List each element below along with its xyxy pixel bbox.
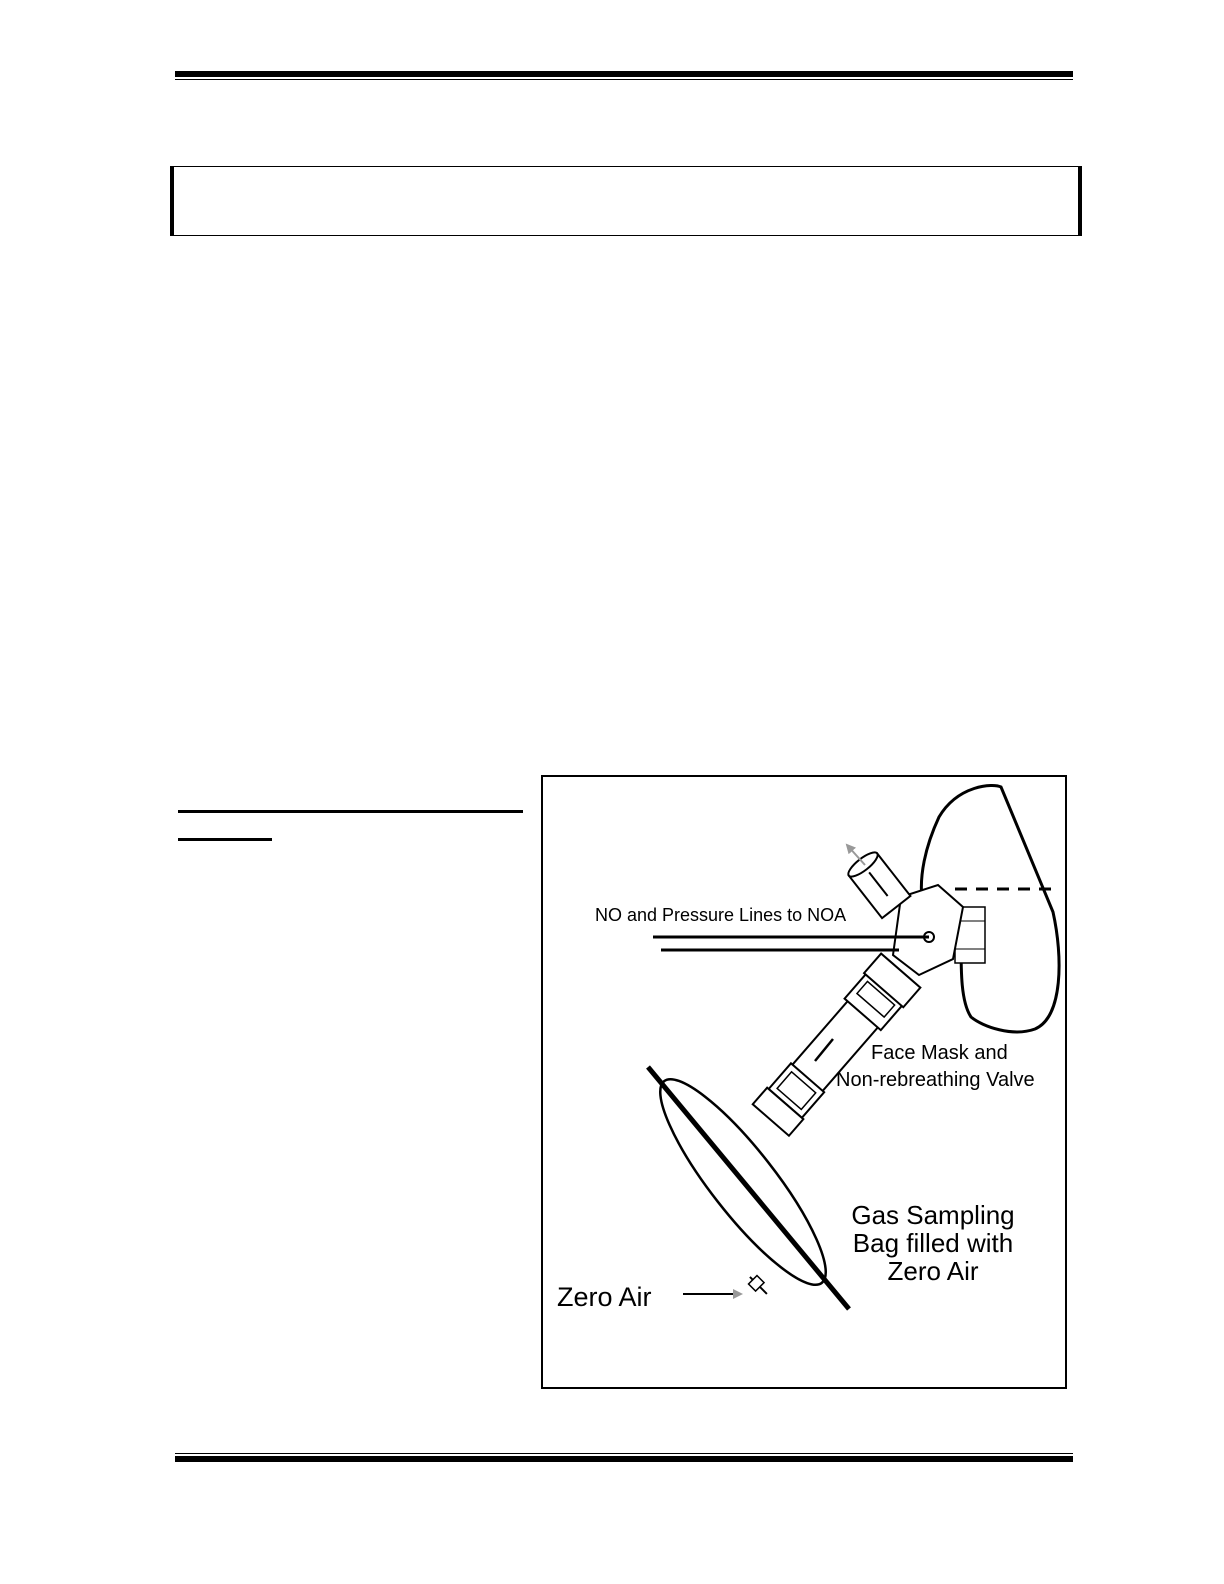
section-heading-underline (178, 838, 272, 841)
label-bag-line2: Bag filled with (852, 1228, 1014, 1258)
footer-rule (175, 1453, 1073, 1462)
label-bag-line3: Zero Air (887, 1256, 979, 1286)
label-face-mask-line2: Non-rebreathing Valve (836, 1069, 1035, 1091)
label-gas-sampling-bag (833, 1201, 1033, 1285)
label-no-pressure-lines: NO and Pressure Lines to NOA (595, 905, 847, 925)
apparatus-figure (541, 775, 1067, 1389)
title-box (170, 166, 1082, 236)
bag-centerline (648, 1067, 849, 1309)
label-bag-line1: Gas Sampling (851, 1200, 1015, 1230)
label-face-mask-line1: Face Mask and (871, 1042, 1008, 1064)
bag-inlet-fitting (746, 1273, 771, 1298)
section-heading-underline (178, 810, 523, 813)
label-zero-air: Zero Air (557, 1282, 652, 1312)
header-rule (175, 71, 1073, 80)
